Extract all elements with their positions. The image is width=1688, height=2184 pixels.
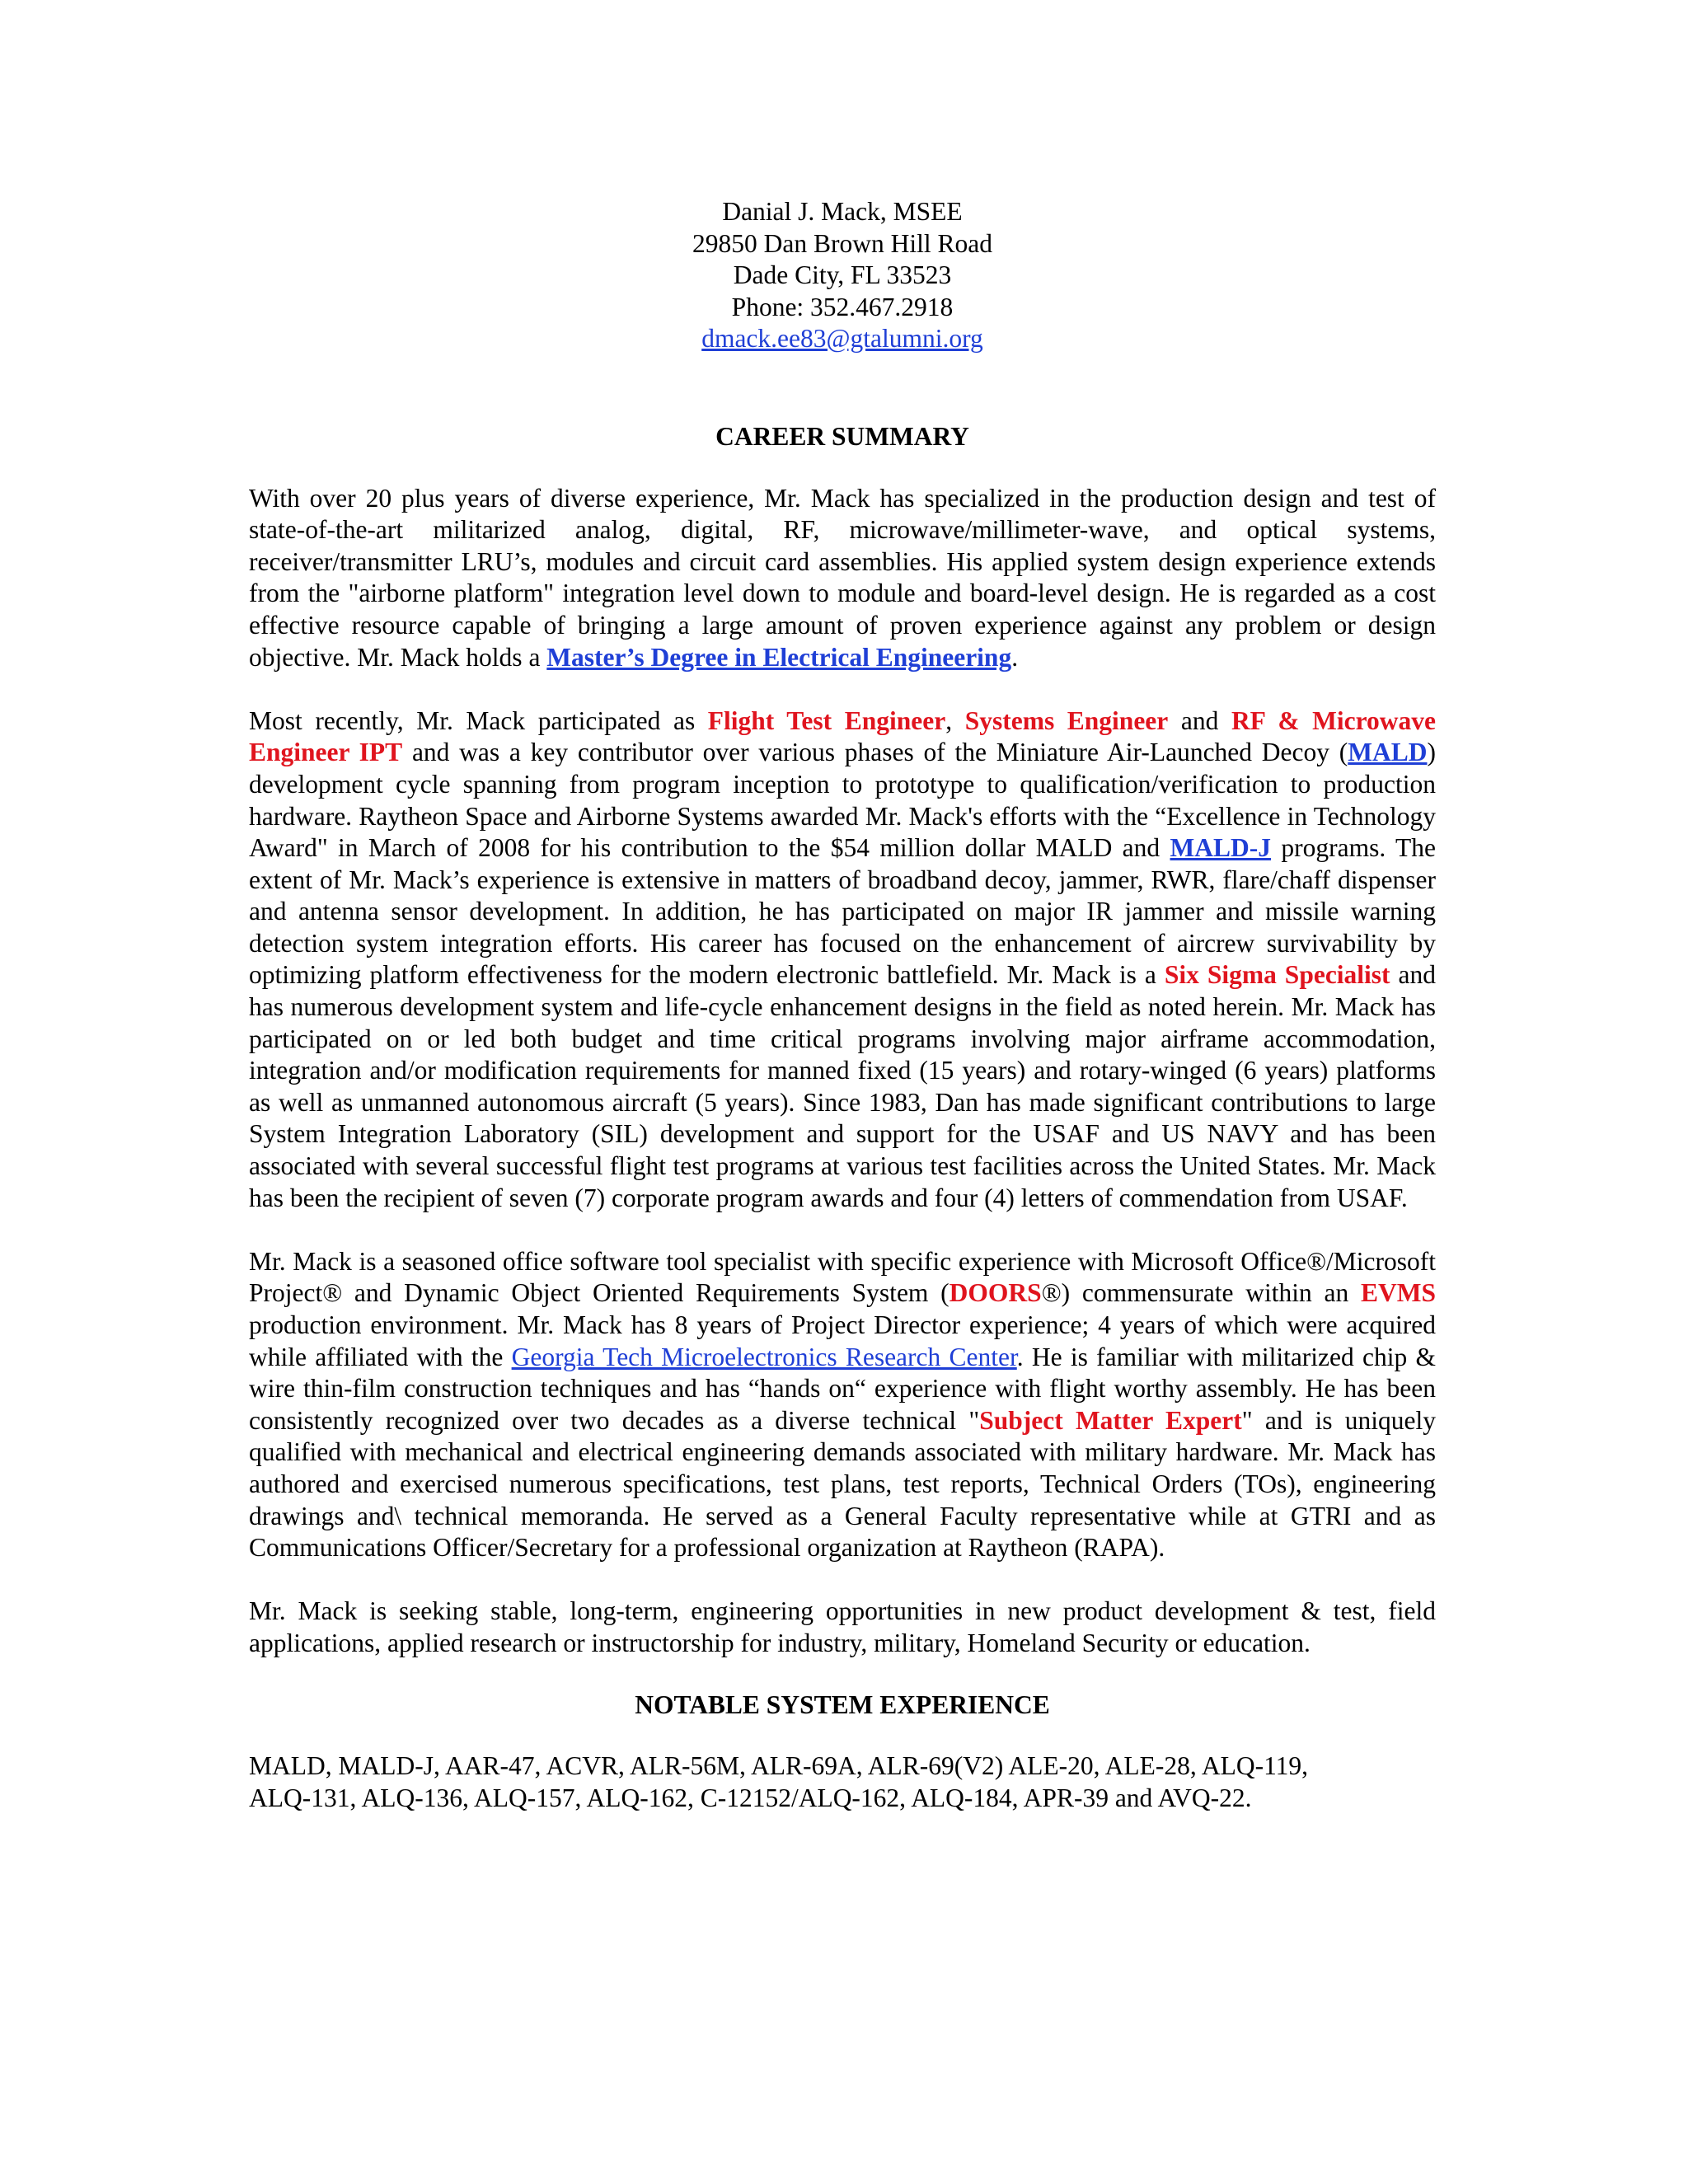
- role-systems-engineer: Systems Engineer: [964, 705, 1169, 735]
- paragraph-text: " and is uniquely qualified with mechanical and electrical engineering demands associated with military hardware. Mr. Mack has authored and exercised numerous specifications, test plans, test reports, Technical Orders (TOs), engineering drawings and\ technical memoranda. He served as a General Faculty representative while at GTRI and as Communications Officer/Secretary for a professional organization at Raytheon (RAPA).: [249, 1405, 1436, 1563]
- paragraph-text: Most recently, Mr. Mack participated as: [249, 705, 708, 735]
- mald-j-link[interactable]: MALD-J: [1170, 833, 1272, 863]
- paragraph-text: production environment. Mr. Mack has 8 years of Project Director experience; 4 years of which were acquired while affiliated with the: [249, 1310, 1436, 1371]
- doors-highlight: DOORS: [949, 1278, 1042, 1308]
- contact-name: Danial J. Mack, MSEE: [722, 197, 963, 226]
- georgia-tech-mrc-link[interactable]: Georgia Tech Microelectronics Research Center: [511, 1342, 1017, 1371]
- career-summary-paragraph-3: [249, 1246, 1436, 1564]
- paragraph-text: ) development cycle spanning from program inception to prototype to qualification/verification to production hardware. Raytheon Space and Airborne Systems awarded Mr. Mack's efforts with the “Excellence in Technology Award" in March of 2008 for his contribution to the $54 million dollar MALD and: [249, 738, 1436, 863]
- systems-line-2: ALQ-131, ALQ-136, ALQ-157, ALQ-162, C-12152/ALQ-162, ALQ-184, APR-39 and AVQ-22.: [249, 1783, 1252, 1812]
- paragraph-text: ®) commensurate within an: [1041, 1278, 1361, 1308]
- paragraph-text: With over 20 plus years of diverse experience, Mr. Mack has specialized in the production design and test of state-of-the-art militarized analog, digital, RF, microwave/millimeter-wave, and optical systems, receiver/transmitter LRU’s, modules and circuit card assemblies. His applied system design experience extends from the "airborne platform" integration level down to module and board-level design. He is regarded as a cost effective resource capable of bringing a large amount of proven experience against any problem or design objective. Mr. Mack holds a: [249, 483, 1436, 672]
- paragraph-text: . He is familiar with militarized chip & wire thin-film construction techniques and has “hands on“ experience with flight worthy assembly. He has been consistently recognized over two decades as a diverse technical ": [249, 1342, 1437, 1435]
- notable-systems-heading: NOTABLE SYSTEM EXPERIENCE: [635, 1690, 1050, 1719]
- evms-highlight: EVMS: [1360, 1278, 1436, 1308]
- mald-link[interactable]: MALD: [1348, 738, 1428, 767]
- role-rf-microwave-engineer: RF & Microwave Engineer IPT: [249, 705, 1437, 767]
- career-summary-paragraph-1: [249, 483, 1436, 674]
- contact-email-link[interactable]: dmack.ee83@gtalumni.org: [701, 324, 983, 354]
- paragraph-text: programs. The extent of Mr. Mack’s experience is extensive in matters of broadband decoy, jammer, RWR, flare/chaff dispenser and antenna sensor development. In addition, he has participated on major IR jammer and missile warning detection system integration efforts. His career has focused on the enhancement of aircrew survivability by optimizing platform effectiveness for the modern electronic battlefield. Mr. Mack is a: [249, 833, 1436, 990]
- contact-street: 29850 Dan Brown Hill Road: [692, 228, 992, 258]
- paragraph-text: ,: [945, 705, 965, 735]
- career-summary-paragraph-2: [249, 705, 1436, 1215]
- contact-city: Dade City, FL 33523: [733, 260, 952, 290]
- paragraph-text: and: [1168, 705, 1231, 735]
- systems-line-1: MALD, MALD-J, AAR-47, ACVR, ALR-56M, ALR-69A, ALR-69(V2) ALE-20, ALE-28, ALQ-119,: [249, 1751, 1309, 1781]
- paragraph-text: and was a key contributor over various phases of the Miniature Air-Launched Decoy (: [402, 738, 1348, 767]
- paragraph-text: Mr. Mack is a seasoned office software tool specialist with specific experience with Microsoft Office®/Microsoft Project® and Dynamic Object Oriented Requirements System (: [249, 1246, 1436, 1308]
- paragraph-text: and has numerous development system and life-cycle enhancement designs in the field as noted herein. Mr. Mack has participated on or led both budget and time critical programs involving major airframe accommodation, integration and/or modification requirements for manned fixed (15 years) and rotary-winged (6 years) platforms as well as unmanned autonomous aircraft (5 years). Since 1983, Dan has made significant contributions to large System Integration Laboratory (SIL) development and support for the USAF and US NAVY and has been associated with several successful flight test programs at various test facilities across the United States. Mr. Mack has been the recipient of seven (7) corporate program awards and four (4) letters of commendation from USAF.: [249, 960, 1437, 1212]
- role-flight-test-engineer: Flight Test Engineer: [707, 705, 946, 735]
- paragraph-text: .: [1011, 642, 1019, 672]
- career-summary-paragraph-4: Mr. Mack is seeking stable, long-term, engineering opportunities in new product development & test, field applications, applied research or instructorship for industry, military, Homeland Security or education.: [249, 1596, 1436, 1657]
- contact-phone: Phone: 352.467.2918: [731, 292, 954, 321]
- subject-matter-expert-highlight: Subject Matter Expert: [979, 1405, 1242, 1435]
- career-summary-heading: CAREER SUMMARY: [715, 421, 969, 451]
- masters-degree-link[interactable]: Master’s Degree in Electrical Engineering: [546, 642, 1012, 672]
- contact-block: [249, 196, 1436, 355]
- notable-systems-list: [249, 1750, 1436, 1814]
- six-sigma-specialist: Six Sigma Specialist: [1164, 960, 1390, 990]
